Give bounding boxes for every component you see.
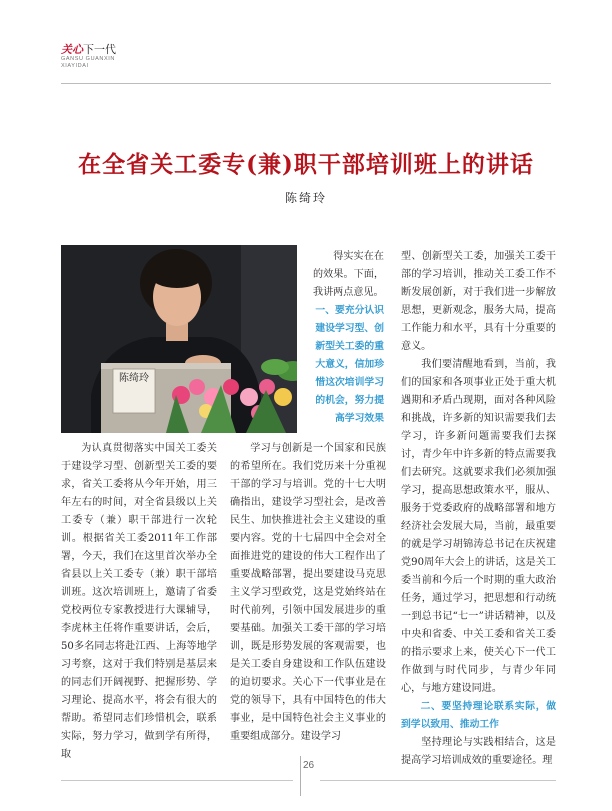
paragraph-col3-3: 坚持理论与实践相结合，这是提高学习培训成效的重要途径。理 <box>401 737 556 766</box>
paragraph-col2-top: 得实实在在的效果。下面，我讲两点意见。 <box>313 251 384 298</box>
masthead-brand-a: 关 <box>61 43 72 56</box>
page-number: 26 <box>303 760 315 771</box>
masthead-brand-c: 下一代 <box>83 43 116 56</box>
masthead-divider <box>61 83 551 84</box>
masthead-brand <box>61 44 116 56</box>
nameplate-label: 陈绮玲 <box>119 373 149 384</box>
section-heading-1: 一、要充分认识建设学习型、创新型关工委的重大意义，信加珍惜这次培训学习的机会，努力提高学习效果 <box>315 305 384 424</box>
column-2-top <box>313 248 384 428</box>
masthead <box>61 44 116 69</box>
paragraph-col2: 学习与创新是一个国家和民族的希望所在。我们党历来十分重视干部的学习与培训。党的十七大明确指出，建设学习型社会，是改善民生、加快推进社会主义建设的重要内容。党的十七届四中全会对全面推进党的建设的伟大工程作出了重要战略部署，提出要建设马克思主义学习型政党，这是党始终站在时代前列，引领中国发展进步的重要基础。加强关工委干部的学习培训，既是形势发展的客观需要，也是关工委自身建设和工作队伍建设的迫切要求。关心下一代事业是在党的领导下，具有中国特色的伟大事业，是中国特色社会主义事业的重要组成部分。建设学习 <box>230 443 386 742</box>
column-3 <box>401 248 556 770</box>
footer-rule-right <box>320 780 556 781</box>
masthead-brand-b: 心 <box>72 43 83 56</box>
footer-rule-left <box>61 780 293 781</box>
article-title: 在全省关工委专(兼)职干部培训班上的讲话 <box>78 151 534 178</box>
masthead-pinyin-2: XIAYIDAI <box>61 62 89 69</box>
paragraph-intro: 为认真贯彻落实中国关工委关于建设学习型、创新型关工委的要求，省关工委将从今年开始，用三年左右的时间，对全省县级以上关工委专（兼）职干部进行一次轮训。根据省关工委2011年工作部署，今天，我们在这里首次举办全省县以上关工委专（兼）职干部培训班。这次培训班上，邀请了省委党校两位专家教授进行大课辅导，李虎林主任将作重要讲话，会后，50多名同志将赴江西、上海等地学习考察，这对于我们特别是基层来的同志们开阔视野、把握形势、学习理论、提高水平，将会有很大的帮助。希望同志们珍惜机会，联系实际，努力学习，做到学有所得，取 <box>61 443 217 760</box>
section-heading-2: 二、要坚持理论联系实际，做到学以致用、推动工作 <box>401 701 556 730</box>
article-author: 陈绮玲 <box>284 191 327 205</box>
column-1 <box>61 440 217 764</box>
paragraph-col3-2: 我们要清醒地看到，当前，我们的国家和各项事业正处于重大机遇期和矛盾凸现期，面对各种风险和挑战，许多新的知识需要我们去学习，许多新问题需要我们去探讨，青少年中许多新的特点需要我们去研究。这就要求我们必须加强学习，提高思想政策水平，服从、服务于党委政府的战略部署和地方经济社会发展大局，当前，最重要的就是学习胡锦涛总书记在庆祝建党90周年大会上的讲话，这是关工委当前和今后一个时期的重大政治任务，通过学习，把思想和行动统一到总书记“七一”讲话精神，以及中央和省委、中关工委和省关工委的指示要求上来，使关心下一代工作做到与时代同步，与青少年同心，与地方建设同进。 <box>401 359 556 694</box>
masthead-pinyin-1: GANSU GUANXIN <box>61 56 115 62</box>
column-2 <box>230 440 386 746</box>
paragraph-col3-1: 型、创新型关工委，加强关工委干部的学习培训，推动关工委工作不断发展创新，对于我们进一步解放思想，更新观念，服务大局，提高工作能力和水平，具有十分重要的意义。 <box>401 251 556 352</box>
footer-rule-vertical <box>300 756 301 796</box>
speaker-photo <box>61 245 297 433</box>
